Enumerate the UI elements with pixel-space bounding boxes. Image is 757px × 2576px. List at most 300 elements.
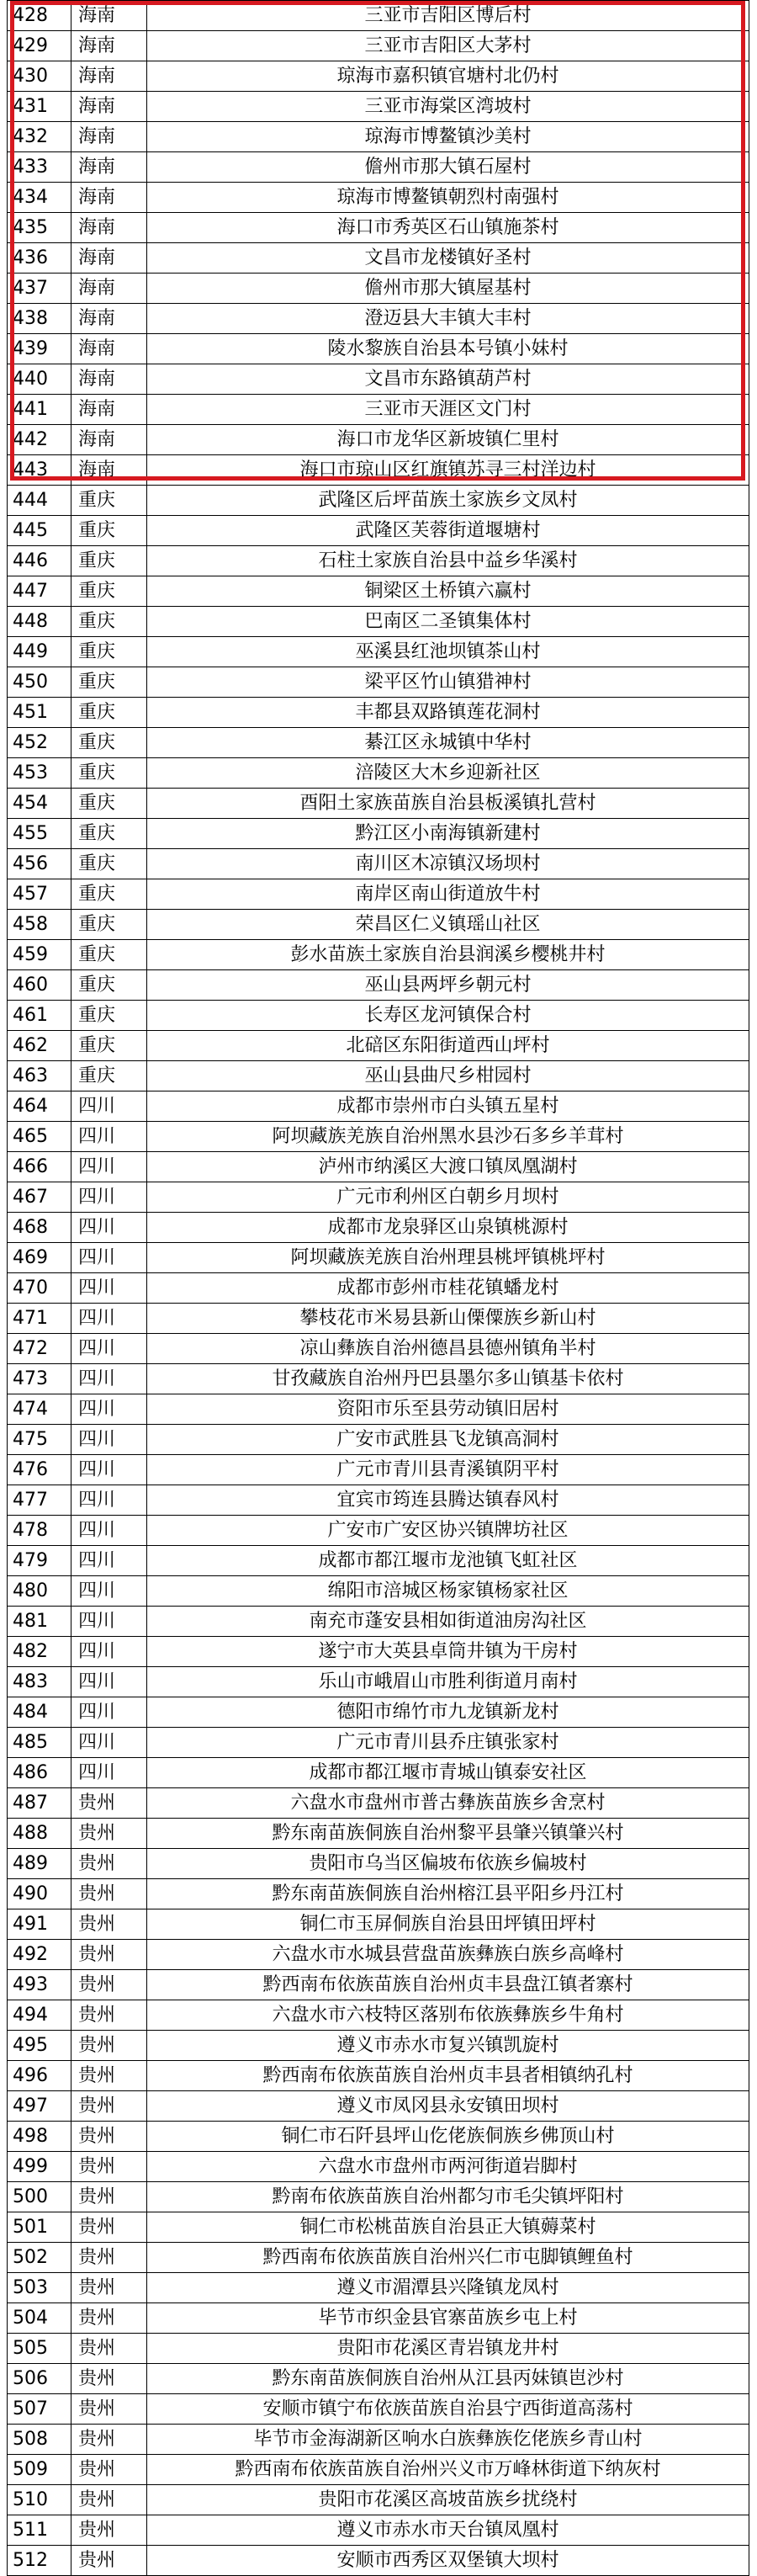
province-cell: 贵州 [71,2182,147,2212]
table-row [8,1455,749,1485]
row-number-cell: 455 [8,819,71,849]
row-number-cell: 481 [8,1607,71,1637]
province-cell: 四川 [71,1546,147,1576]
village-name-cell: 澄迈县大丰镇大丰村 [147,304,749,334]
table-row [8,2425,749,2455]
village-name-cell: 涪陵区大木乡迎新社区 [147,758,749,789]
village-name-cell: 成都市都江堰市青城山镇泰安社区 [147,1758,749,1788]
table-row [8,1516,749,1546]
table-row [8,576,749,607]
province-cell: 贵州 [71,2091,147,2122]
table-row [8,92,749,122]
table-row [8,1122,749,1152]
village-table [7,0,749,2576]
province-cell: 贵州 [71,2031,147,2061]
table-row [8,274,749,304]
province-cell: 贵州 [71,2334,147,2364]
province-cell: 海南 [71,31,147,61]
table-row [8,1970,749,2000]
village-name-cell: 黔东南苗族侗族自治州榕江县平阳乡丹江村 [147,1879,749,1909]
row-number-cell: 452 [8,728,71,758]
village-name-cell: 儋州市那大镇屋基村 [147,274,749,304]
province-cell: 四川 [71,1758,147,1788]
village-name-cell: 凉山彝族自治州德昌县德州镇角半村 [147,1334,749,1364]
table-row [8,1728,749,1758]
table-row [8,2000,749,2031]
village-name-cell: 遵义市赤水市天台镇凤凰村 [147,2515,749,2546]
table-row [8,546,749,576]
village-name-cell: 成都市彭州市桂花镇蟠龙村 [147,1273,749,1304]
table-row [8,2031,749,2061]
village-name-cell: 黔西南布依族苗族自治州贞丰县盘江镇者寨村 [147,1970,749,2000]
row-number-cell: 444 [8,486,71,516]
table-row [8,879,749,910]
province-cell: 四川 [71,1182,147,1213]
village-name-cell: 乐山市峨眉山市胜利街道月南村 [147,1667,749,1697]
village-name-cell: 铜仁市石阡县坪山仡佬族侗族乡佛顶山村 [147,2122,749,2152]
village-name-cell: 阿坝藏族羌族自治州理县桃坪镇桃坪村 [147,1243,749,1273]
row-number-cell: 465 [8,1122,71,1152]
province-cell: 海南 [71,455,147,486]
province-cell: 重庆 [71,940,147,970]
table-row [8,486,749,516]
province-cell: 贵州 [71,2455,147,2485]
village-name-cell: 黔西南布依族苗族自治州兴义市万峰林街道下纳灰村 [147,2455,749,2485]
table-row [8,2485,749,2515]
province-cell: 海南 [71,243,147,274]
village-name-cell: 彭水苗族土家族自治县润溪乡樱桃井村 [147,940,749,970]
village-name-cell: 成都市崇州市白头镇五星村 [147,1091,749,1122]
table-row [8,728,749,758]
row-number-cell: 464 [8,1091,71,1122]
province-cell: 贵州 [71,2000,147,2031]
table-row [8,334,749,364]
village-name-cell: 广安市武胜县飞龙镇高洞村 [147,1425,749,1455]
province-cell: 海南 [71,213,147,243]
table-row [8,2061,749,2091]
province-cell: 四川 [71,1637,147,1667]
province-cell: 重庆 [71,546,147,576]
village-name-cell: 贵阳市花溪区高坡苗族乡扰绕村 [147,2485,749,2515]
table-row [8,1879,749,1909]
table-row [8,1182,749,1213]
province-cell: 重庆 [71,789,147,819]
village-name-cell: 铜梁区土桥镇六赢村 [147,576,749,607]
table-row [8,1243,749,1273]
village-name-cell: 遵义市赤水市复兴镇凯旋村 [147,2031,749,2061]
village-name-cell: 宜宾市筠连县腾达镇春风村 [147,1485,749,1516]
village-name-cell: 巫山县曲尺乡柑园村 [147,1061,749,1091]
table-row [8,2515,749,2546]
village-name-cell: 丰都县双路镇莲花洞村 [147,698,749,728]
village-name-cell: 遂宁市大英县卓筒井镇为干房村 [147,1637,749,1667]
village-name-cell: 琼海市嘉积镇官塘村北仍村 [147,61,749,92]
table-row [8,1788,749,1819]
province-cell: 四川 [71,1334,147,1364]
village-name-cell: 武隆区后坪苗族土家族乡文凤村 [147,486,749,516]
row-number-cell: 492 [8,1940,71,1970]
row-number-cell: 437 [8,274,71,304]
table-row [8,2091,749,2122]
province-cell: 四川 [71,1243,147,1273]
province-cell: 贵州 [71,2394,147,2425]
table-row [8,819,749,849]
province-cell: 重庆 [71,607,147,637]
row-number-cell: 490 [8,1879,71,1909]
village-name-cell: 长寿区龙河镇保合村 [147,1001,749,1031]
table-row [8,758,749,789]
row-number-cell: 431 [8,92,71,122]
province-cell: 四川 [71,1455,147,1485]
row-number-cell: 505 [8,2334,71,2364]
province-cell: 贵州 [71,2122,147,2152]
row-number-cell: 480 [8,1576,71,1607]
province-cell: 海南 [71,183,147,213]
row-number-cell: 469 [8,1243,71,1273]
row-number-cell: 461 [8,1001,71,1031]
province-cell: 重庆 [71,910,147,940]
table-row [8,304,749,334]
row-number-cell: 430 [8,61,71,92]
table-row [8,516,749,546]
row-number-cell: 509 [8,2455,71,2485]
village-name-cell: 黔东南苗族侗族自治州从江县丙妹镇岜沙村 [147,2364,749,2394]
province-cell: 贵州 [71,2152,147,2182]
row-number-cell: 453 [8,758,71,789]
row-number-cell: 460 [8,970,71,1001]
province-cell: 四川 [71,1728,147,1758]
province-cell: 贵州 [71,2273,147,2303]
row-number-cell: 470 [8,1273,71,1304]
table-row [8,1607,749,1637]
province-cell: 四川 [71,1425,147,1455]
row-number-cell: 442 [8,425,71,455]
village-name-cell: 铜仁市松桃苗族自治县正大镇薅菜村 [147,2212,749,2243]
province-cell: 贵州 [71,2061,147,2091]
row-number-cell: 439 [8,334,71,364]
table-row [8,1485,749,1516]
village-name-cell: 酉阳土家族苗族自治县板溪镇扎营村 [147,789,749,819]
village-name-cell: 安顺市西秀区双堡镇大坝村 [147,2546,749,2576]
row-number-cell: 471 [8,1304,71,1334]
row-number-cell: 497 [8,2091,71,2122]
village-name-cell: 广元市利州区白朝乡月坝村 [147,1182,749,1213]
village-name-cell: 南充市蓬安县相如街道油房沟社区 [147,1607,749,1637]
row-number-cell: 443 [8,455,71,486]
table-row [8,1697,749,1728]
village-name-cell: 资阳市乐至县劳动镇旧居村 [147,1394,749,1425]
row-number-cell: 500 [8,2182,71,2212]
village-name-cell: 石柱土家族自治县中益乡华溪村 [147,546,749,576]
table-row [8,1334,749,1364]
province-cell: 四川 [71,1667,147,1697]
row-number-cell: 508 [8,2425,71,2455]
province-cell: 重庆 [71,1001,147,1031]
village-name-cell: 铜仁市玉屏侗族自治县田坪镇田坪村 [147,1909,749,1940]
table-row [8,970,749,1001]
row-number-cell: 489 [8,1849,71,1879]
village-name-cell: 阿坝藏族羌族自治州黑水县沙石多乡羊茸村 [147,1122,749,1152]
village-name-cell: 广安市广安区协兴镇牌坊社区 [147,1516,749,1546]
table-row [8,425,749,455]
province-cell: 海南 [71,61,147,92]
village-name-cell: 琼海市博鳌镇朝烈村南强村 [147,183,749,213]
table-row [8,1819,749,1849]
row-number-cell: 472 [8,1334,71,1364]
table-row [8,364,749,395]
village-name-cell: 六盘水市六枝特区落别布依族彝族乡牛角村 [147,2000,749,2031]
table-row [8,2303,749,2334]
village-name-cell: 文昌市龙楼镇好圣村 [147,243,749,274]
row-number-cell: 445 [8,516,71,546]
row-number-cell: 495 [8,2031,71,2061]
row-number-cell: 512 [8,2546,71,2576]
province-cell: 贵州 [71,2425,147,2455]
village-name-cell: 六盘水市水城县营盘苗族彝族白族乡高峰村 [147,1940,749,1970]
row-number-cell: 488 [8,1819,71,1849]
row-number-cell: 436 [8,243,71,274]
province-cell: 重庆 [71,970,147,1001]
village-name-cell: 成都市都江堰市龙池镇飞虹社区 [147,1546,749,1576]
row-number-cell: 433 [8,152,71,183]
village-name-cell: 广元市青川县乔庄镇张家村 [147,1728,749,1758]
province-cell: 贵州 [71,2212,147,2243]
table-row [8,61,749,92]
table-row [8,2212,749,2243]
row-number-cell: 503 [8,2273,71,2303]
row-number-cell: 506 [8,2364,71,2394]
row-number-cell: 467 [8,1182,71,1213]
province-cell: 重庆 [71,486,147,516]
village-name-cell: 巫溪县红池坝镇茶山村 [147,637,749,667]
row-number-cell: 438 [8,304,71,334]
table-row [8,1091,749,1122]
village-name-cell: 海口市秀英区石山镇施茶村 [147,213,749,243]
table-row [8,1940,749,1970]
village-name-cell: 贵阳市花溪区青岩镇龙井村 [147,2334,749,2364]
village-name-cell: 綦江区永城镇中华村 [147,728,749,758]
table-row [8,2182,749,2212]
province-cell: 贵州 [71,1819,147,1849]
province-cell: 重庆 [71,1031,147,1061]
village-name-cell: 毕节市金海湖新区响水白族彝族仡佬族乡青山村 [147,2425,749,2455]
table-row [8,455,749,486]
table-row [8,789,749,819]
village-name-cell: 南岸区南山街道放牛村 [147,879,749,910]
row-number-cell: 482 [8,1637,71,1667]
row-number-cell: 483 [8,1667,71,1697]
table-row [8,31,749,61]
province-cell: 重庆 [71,758,147,789]
province-cell: 四川 [71,1273,147,1304]
row-number-cell: 432 [8,122,71,152]
row-number-cell: 448 [8,607,71,637]
table-row [8,2394,749,2425]
province-cell: 贵州 [71,2515,147,2546]
village-name-cell: 海口市龙华区新坡镇仁里村 [147,425,749,455]
village-name-cell: 黔江区小南海镇新建村 [147,819,749,849]
table-row [8,1001,749,1031]
village-name-cell: 黔南布依族苗族自治州都匀市毛尖镇坪阳村 [147,2182,749,2212]
row-number-cell: 475 [8,1425,71,1455]
table-row [8,1031,749,1061]
village-list-sheet [7,0,749,2576]
row-number-cell: 446 [8,546,71,576]
row-number-cell: 491 [8,1909,71,1940]
village-name-cell: 黔西南布依族苗族自治州兴仁市屯脚镇鲤鱼村 [147,2243,749,2273]
table-row [8,910,749,940]
table-row [8,667,749,698]
row-number-cell: 468 [8,1213,71,1243]
village-name-cell: 贵阳市乌当区偏坡布依族乡偏坡村 [147,1849,749,1879]
table-row [8,1425,749,1455]
row-number-cell: 504 [8,2303,71,2334]
village-name-cell: 北碚区东阳街道西山坪村 [147,1031,749,1061]
province-cell: 重庆 [71,698,147,728]
village-name-cell: 安顺市镇宁布依族苗族自治县宁西街道高荡村 [147,2394,749,2425]
province-cell: 重庆 [71,667,147,698]
village-name-cell: 荣昌区仁义镇瑶山社区 [147,910,749,940]
province-cell: 四川 [71,1697,147,1728]
province-cell: 贵州 [71,1788,147,1819]
table-row [8,1849,749,1879]
row-number-cell: 496 [8,2061,71,2091]
row-number-cell: 499 [8,2152,71,2182]
row-number-cell: 429 [8,31,71,61]
table-row [8,1364,749,1394]
village-name-cell: 梁平区竹山镇猎神村 [147,667,749,698]
row-number-cell: 476 [8,1455,71,1485]
village-name-cell: 巴南区二圣镇集体村 [147,607,749,637]
table-row [8,1667,749,1697]
table-row [8,2334,749,2364]
province-cell: 贵州 [71,1879,147,1909]
row-number-cell: 449 [8,637,71,667]
village-name-cell: 毕节市织金县官寨苗族乡屯上村 [147,2303,749,2334]
province-cell: 贵州 [71,2364,147,2394]
table-row [8,1546,749,1576]
village-name-cell: 遵义市凤冈县永安镇田坝村 [147,2091,749,2122]
village-name-cell: 黔东南苗族侗族自治州黎平县肇兴镇肇兴村 [147,1819,749,1849]
table-row [8,122,749,152]
province-cell: 海南 [71,425,147,455]
table-row [8,1637,749,1667]
row-number-cell: 502 [8,2243,71,2273]
table-row [8,395,749,425]
table-row [8,152,749,183]
table-row [8,2243,749,2273]
row-number-cell: 435 [8,213,71,243]
table-row [8,2455,749,2485]
province-cell: 贵州 [71,2303,147,2334]
province-cell: 海南 [71,304,147,334]
village-table-body [8,1,749,2576]
village-name-cell: 三亚市海棠区湾坡村 [147,92,749,122]
province-cell: 贵州 [71,1970,147,2000]
province-cell: 海南 [71,395,147,425]
row-number-cell: 428 [8,1,71,31]
row-number-cell: 510 [8,2485,71,2515]
table-row [8,637,749,667]
province-cell: 四川 [71,1213,147,1243]
table-row [8,940,749,970]
table-row [8,243,749,274]
province-cell: 贵州 [71,1940,147,1970]
row-number-cell: 456 [8,849,71,879]
province-cell: 贵州 [71,2243,147,2273]
province-cell: 四川 [71,1152,147,1182]
table-row [8,1576,749,1607]
village-name-cell: 南川区木凉镇汉场坝村 [147,849,749,879]
row-number-cell: 473 [8,1364,71,1394]
table-row [8,2273,749,2303]
village-name-cell: 甘孜藏族自治州丹巴县墨尔多山镇基卡依村 [147,1364,749,1394]
province-cell: 海南 [71,274,147,304]
table-row [8,213,749,243]
village-name-cell: 成都市龙泉驿区山泉镇桃源村 [147,1213,749,1243]
village-name-cell: 德阳市绵竹市九龙镇新龙村 [147,1697,749,1728]
row-number-cell: 485 [8,1728,71,1758]
row-number-cell: 459 [8,940,71,970]
table-row [8,1273,749,1304]
village-name-cell: 武隆区芙蓉街道堰塘村 [147,516,749,546]
table-row [8,2364,749,2394]
row-number-cell: 478 [8,1516,71,1546]
province-cell: 重庆 [71,879,147,910]
table-row [8,1394,749,1425]
row-number-cell: 462 [8,1031,71,1061]
village-name-cell: 儋州市那大镇石屋村 [147,152,749,183]
table-row [8,607,749,637]
row-number-cell: 501 [8,2212,71,2243]
table-row [8,2152,749,2182]
table-row [8,698,749,728]
row-number-cell: 457 [8,879,71,910]
village-name-cell: 六盘水市盘州市两河街道岩脚村 [147,2152,749,2182]
village-name-cell: 遵义市湄潭县兴隆镇龙凤村 [147,2273,749,2303]
table-row [8,2122,749,2152]
row-number-cell: 486 [8,1758,71,1788]
village-name-cell: 广元市青川县青溪镇阴平村 [147,1455,749,1485]
province-cell: 海南 [71,1,147,31]
row-number-cell: 458 [8,910,71,940]
province-cell: 四川 [71,1607,147,1637]
village-name-cell: 绵阳市涪城区杨家镇杨家社区 [147,1576,749,1607]
province-cell: 海南 [71,152,147,183]
village-name-cell: 陵水黎族自治县本号镇小妹村 [147,334,749,364]
province-cell: 海南 [71,334,147,364]
table-row [8,2546,749,2576]
province-cell: 重庆 [71,728,147,758]
province-cell: 海南 [71,92,147,122]
province-cell: 贵州 [71,2546,147,2576]
row-number-cell: 463 [8,1061,71,1091]
province-cell: 四川 [71,1091,147,1122]
table-row [8,1,749,31]
province-cell: 海南 [71,122,147,152]
province-cell: 重庆 [71,819,147,849]
province-cell: 四川 [71,1304,147,1334]
province-cell: 重庆 [71,1061,147,1091]
province-cell: 海南 [71,364,147,395]
row-number-cell: 511 [8,2515,71,2546]
village-name-cell: 琼海市博鳌镇沙美村 [147,122,749,152]
province-cell: 四川 [71,1576,147,1607]
province-cell: 重庆 [71,849,147,879]
row-number-cell: 451 [8,698,71,728]
row-number-cell: 487 [8,1788,71,1819]
row-number-cell: 447 [8,576,71,607]
